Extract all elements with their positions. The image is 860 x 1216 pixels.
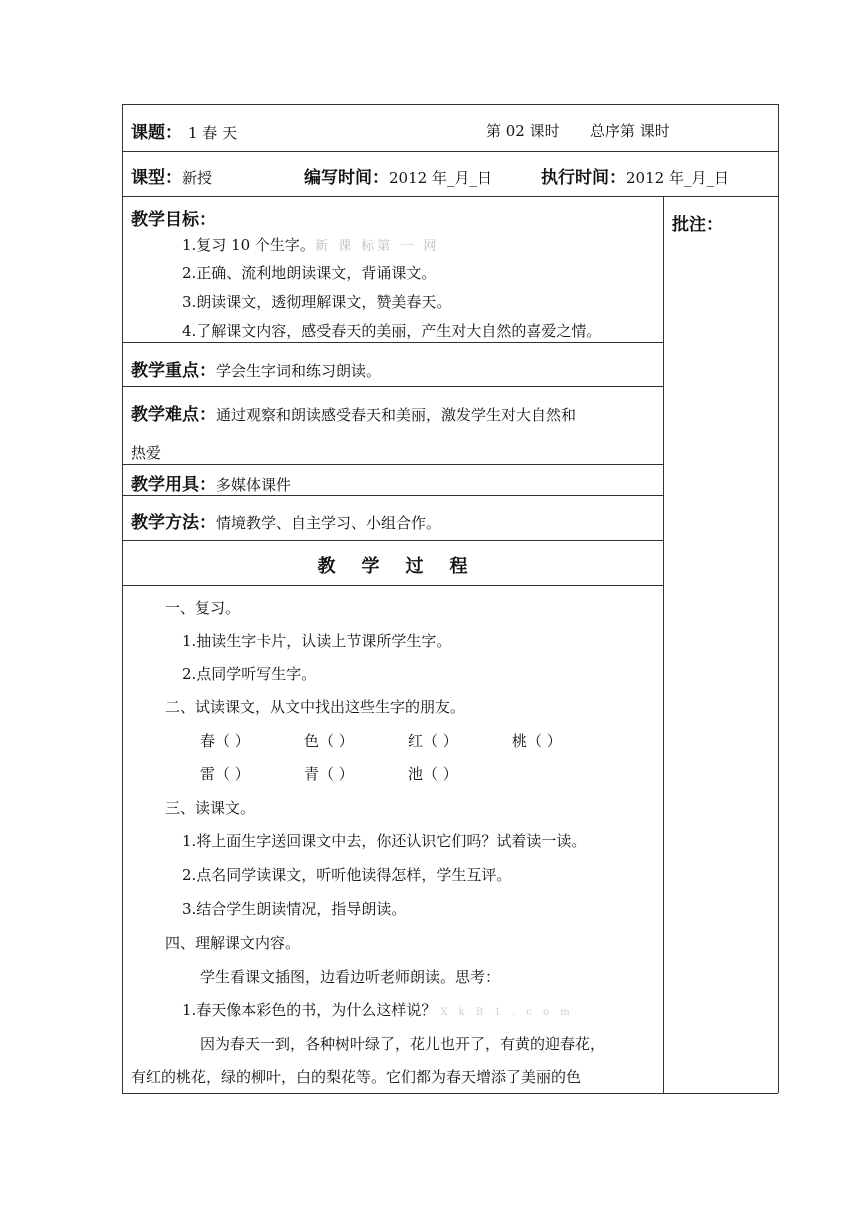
process-section-1: 一、复习。 (165, 599, 241, 617)
table-border-bottom (122, 1093, 778, 1094)
process-item-3-1: 1.将上面生字送回课文中去，你还认识它们吗？试着读一读。 (182, 832, 587, 850)
methods-value: 情境教学、自主学习、小组合作。 (216, 514, 442, 532)
process-item-4-q1 (182, 999, 574, 1020)
watermark-text: 新 课 标第 一 网 (314, 239, 440, 254)
table-divider-7 (122, 540, 663, 541)
char-blank-4: 桃（ ） (512, 732, 562, 750)
methods-label: 教学方法： (131, 513, 216, 533)
process-item-1-1: 1.抽读生字卡片，认读上节课所学生字。 (182, 632, 452, 650)
table-divider-8 (122, 585, 663, 586)
goal-item-4: 4.了解课文内容，感受春天的美丽，产生对大自然的喜爱之情。 (182, 322, 602, 340)
difficulty-value-line1: 通过观察和朗读感受春天和美丽，激发学生对大自然和 (216, 406, 577, 424)
goal-item-1 (182, 234, 439, 255)
char-blank-5: 雷（ ） (200, 765, 250, 783)
write-time-label: 编写时间： (304, 168, 389, 188)
tools-value: 多媒体课件 (216, 476, 292, 494)
methods-row (131, 508, 441, 533)
char-blank-3: 红（ ） (408, 732, 458, 750)
table-divider-1 (122, 151, 778, 152)
process-answer-line1: 因为春天一到，各种树叶绿了，花儿也开了，有黄的迎春花， (200, 1035, 606, 1053)
goal-item-2: 2.正确、流利地朗读课文，背诵课文。 (182, 264, 437, 282)
tools-label: 教学用具： (131, 475, 216, 495)
goals-label: 教学目标： (131, 210, 216, 230)
notes-column-divider (663, 196, 664, 1093)
char-blank-2: 色（ ） (304, 732, 354, 750)
type-value: 新授 (182, 169, 213, 187)
total-order-text: 总序第 课时 (590, 122, 670, 140)
process-item-4-intro: 学生看课文插图，边看边听老师朗读。思考： (200, 968, 501, 986)
process-answer-line2: 有红的桃花，绿的柳叶，白的梨花等。它们都为春天增添了美丽的色 (131, 1068, 582, 1086)
notes-label: 批注： (672, 215, 723, 235)
topic-row (131, 118, 237, 143)
write-time-value: 2012 年_月_日 (389, 169, 492, 187)
watermark-xkb1: X k B 1 . c o m (440, 1007, 574, 1018)
process-item-3-2: 2.点名同学读课文，听听他读得怎样，学生互评。 (182, 866, 512, 884)
topic-label: 课题： (131, 123, 182, 143)
difficulty-value-line2: 热爱 (131, 444, 162, 462)
table-divider-5 (122, 464, 663, 465)
difficulty-row (131, 400, 576, 425)
table-divider-6 (122, 495, 663, 496)
table-divider-3 (122, 342, 663, 343)
table-border-left (122, 104, 123, 1093)
process-item-3-3: 3.结合学生朗读情况，指导朗读。 (182, 900, 407, 918)
write-time-field (304, 163, 492, 188)
exec-time-field (541, 163, 729, 188)
table-divider-2 (122, 196, 778, 197)
goal-item-1-text: 1.复习 10 个生字。 (182, 236, 315, 254)
table-border-top (122, 104, 778, 105)
table-divider-4 (122, 386, 663, 387)
type-label: 课型： (131, 168, 182, 188)
key-points-row (131, 356, 381, 381)
type-field (131, 163, 212, 188)
process-section-4: 四、理解课文内容。 (165, 934, 301, 952)
process-section-2: 二、试读课文，从文中找出这些生字的朋友。 (165, 698, 466, 716)
process-section-3: 三、读课文。 (165, 799, 256, 817)
difficulty-label: 教学难点： (131, 405, 216, 425)
key-points-label: 教学重点： (131, 361, 216, 381)
exec-time-value: 2012 年_月_日 (626, 169, 729, 187)
exec-time-label: 执行时间： (541, 168, 626, 188)
char-blank-7: 池（ ） (408, 765, 458, 783)
table-border-right (778, 104, 779, 1093)
char-blank-6: 青（ ） (304, 765, 354, 783)
goal-item-3: 3.朗读课文，透彻理解课文，赞美春天。 (182, 293, 452, 311)
tools-row (131, 470, 291, 495)
topic-value: 1 春 天 (188, 124, 238, 142)
period-text: 第 02 课时 (486, 122, 560, 140)
key-points-value: 学会生字词和练习朗读。 (216, 362, 382, 380)
process-item-1-2: 2.点同学听写生字。 (182, 665, 317, 683)
char-blank-1: 春（ ） (200, 732, 250, 750)
process-title: 教学过程 (317, 556, 494, 577)
process-item-4-q1-text: 1.春天像本彩色的书，为什么这样说？ (182, 1001, 437, 1019)
